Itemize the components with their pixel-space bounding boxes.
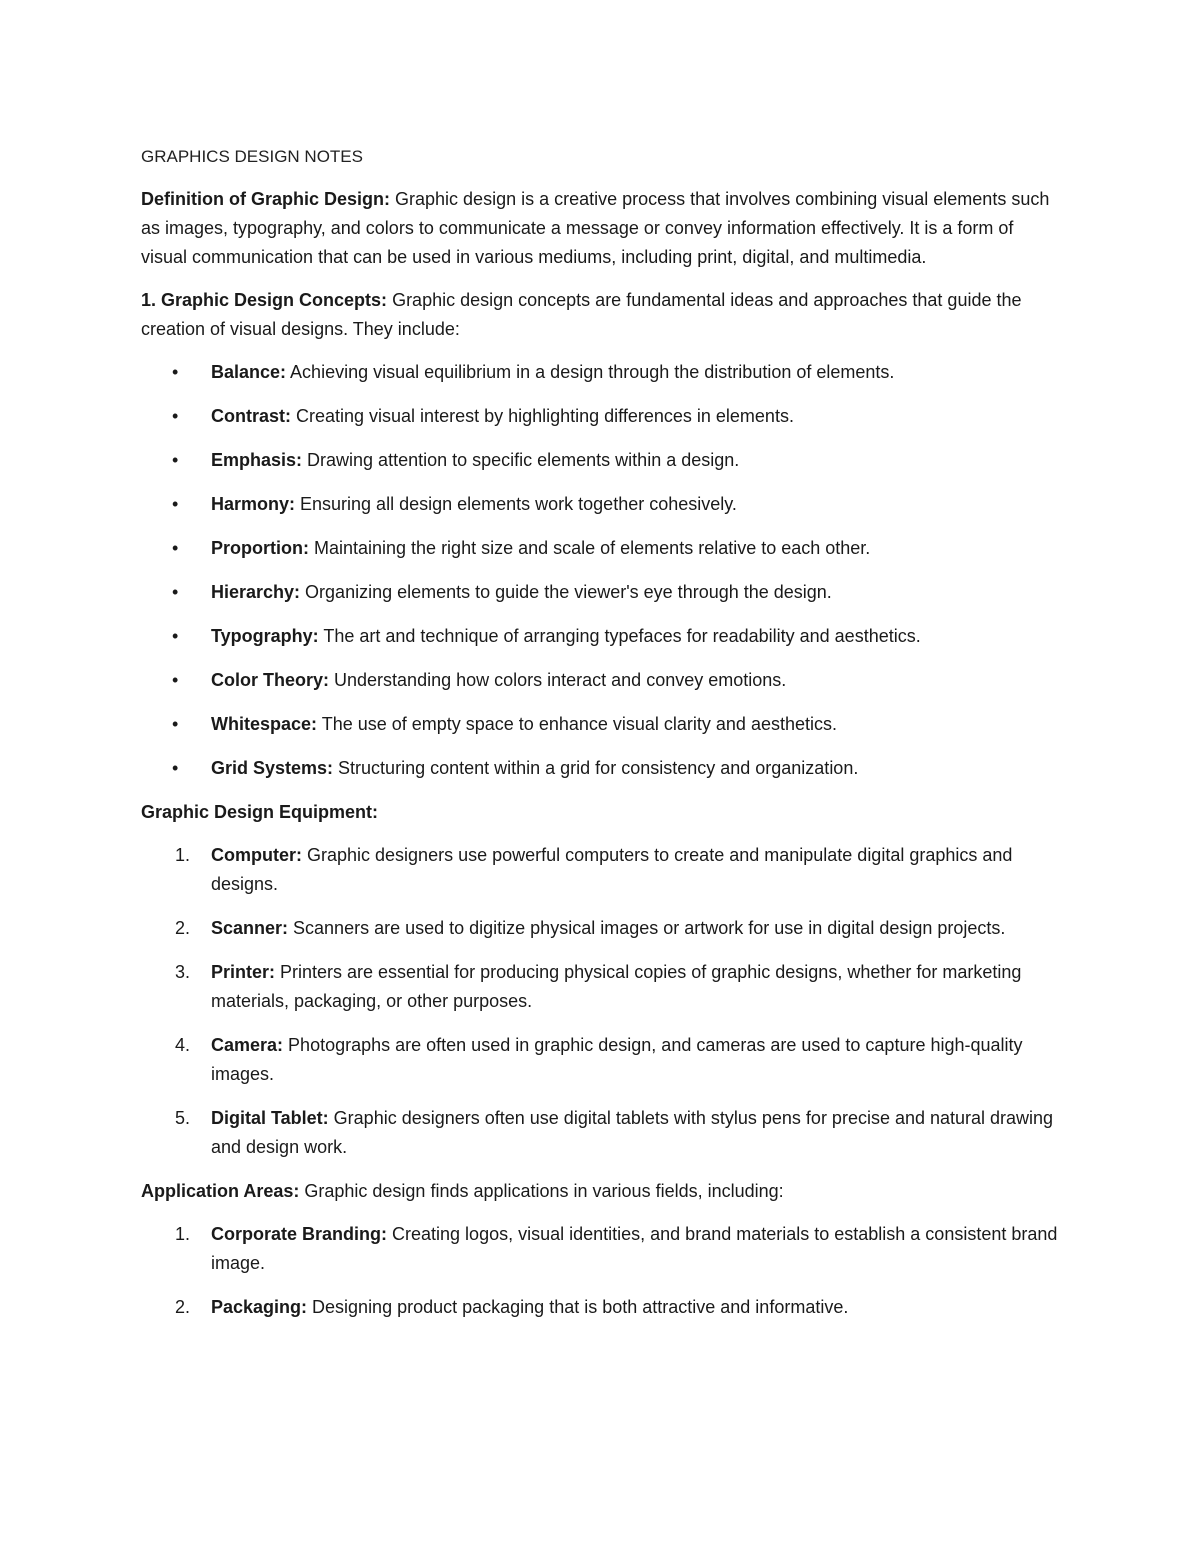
bullet-icon: • <box>172 538 179 558</box>
list-item-number: 1. <box>175 1224 191 1244</box>
list-item-text: The use of empty space to enhance visual clarity and aesthetics. <box>317 714 837 734</box>
list-item-text: Understanding how colors interact and convey emotions. <box>329 670 787 690</box>
list-item <box>141 490 1061 519</box>
list-item-term: Typography: <box>211 626 319 646</box>
list-item <box>141 710 1061 739</box>
concepts-list <box>141 358 1061 783</box>
applications-term: Application Areas: <box>141 1181 300 1201</box>
list-item <box>141 914 1061 943</box>
list-item <box>141 402 1061 431</box>
list-item-text: Graphic designers use powerful computers to create and manipulate digital graphics and designs. <box>211 845 1013 894</box>
list-item <box>141 1220 1061 1278</box>
list-item <box>141 1293 1061 1322</box>
equipment-list <box>141 841 1061 1162</box>
list-item <box>141 754 1061 783</box>
list-item-number: 1. <box>175 845 191 865</box>
list-item <box>141 578 1061 607</box>
list-item-term: Digital Tablet: <box>211 1108 329 1128</box>
bullet-icon: • <box>172 626 179 646</box>
list-item-number: 4. <box>175 1035 191 1055</box>
document-title: GRAPHICS DESIGN NOTES <box>141 147 363 166</box>
list-item <box>141 358 1061 387</box>
list-item <box>141 446 1061 475</box>
list-item-term: Harmony: <box>211 494 296 514</box>
list-item-term: Emphasis: <box>211 450 303 470</box>
list-item-term: Printer: <box>211 962 276 982</box>
list-item-text: Organizing elements to guide the viewer's eye through the design. <box>300 582 832 602</box>
list-item-term: Grid Systems: <box>211 758 334 778</box>
list-item-text: Designing product packaging that is both attractive and informative. <box>307 1297 849 1317</box>
list-item-text: Ensuring all design elements work together cohesively. <box>295 494 737 514</box>
equipment-heading: Graphic Design Equipment: <box>141 802 379 822</box>
list-item-term: Hierarchy: <box>211 582 301 602</box>
concepts-term: 1. Graphic Design Concepts: <box>141 290 388 310</box>
list-item-text: Structuring content within a grid for consistency and organization. <box>333 758 859 778</box>
list-item <box>141 622 1061 651</box>
list-item <box>141 1104 1061 1162</box>
list-item-number: 5. <box>175 1108 191 1128</box>
definition-term: Definition of Graphic Design: <box>141 189 391 209</box>
list-item-term: Balance: <box>211 362 287 382</box>
list-item-text: Creating visual interest by highlighting differences in elements. <box>291 406 794 426</box>
bullet-icon: • <box>172 362 179 382</box>
list-item-term: Color Theory: <box>211 670 330 690</box>
bullet-icon: • <box>172 494 179 514</box>
bullet-icon: • <box>172 582 179 602</box>
applications-list <box>141 1220 1061 1322</box>
bullet-icon: • <box>172 406 179 426</box>
bullet-icon: • <box>172 670 179 690</box>
list-item-term: Corporate Branding: <box>211 1224 388 1244</box>
list-item-text: Printers are essential for producing physical copies of graphic designs, whether for marketing materials, packaging, or other purposes. <box>211 962 1022 1011</box>
list-item-text: Drawing attention to specific elements within a design. <box>302 450 740 470</box>
document-page <box>141 142 1061 1337</box>
list-item-text: The art and technique of arranging typefaces for readability and aesthetics. <box>318 626 921 646</box>
bullet-icon: • <box>172 714 179 734</box>
list-item-number: 2. <box>175 918 191 938</box>
bullet-icon: • <box>172 450 179 470</box>
list-item-term: Proportion: <box>211 538 309 558</box>
applications-text: Graphic design finds applications in various fields, including: <box>299 1181 784 1201</box>
list-item <box>141 841 1061 899</box>
list-item-term: Packaging: <box>211 1297 308 1317</box>
list-item-number: 3. <box>175 962 191 982</box>
list-item-term: Computer: <box>211 845 302 865</box>
list-item-text: Maintaining the right size and scale of elements relative to each other. <box>308 538 871 558</box>
applications-intro-paragraph <box>141 1177 1061 1206</box>
list-item-number: 2. <box>175 1297 191 1317</box>
list-item-term: Camera: <box>211 1035 284 1055</box>
definition-text: Graphic design is a creative process that involves combining visual elements such as images, typography, and colors to communicate a message or convey information effectively. It is a form of visual communication that can be used in various mediums, including print, digital, and multimedia. <box>141 189 1050 267</box>
list-item <box>141 958 1061 1016</box>
list-item-text: Achieving visual equilibrium in a design through the distribution of elements. <box>286 362 895 382</box>
list-item-text: Graphic designers often use digital tablets with stylus pens for precise and natural drawing and design work. <box>211 1108 1054 1157</box>
definition-paragraph <box>141 185 1061 272</box>
list-item-term: Whitespace: <box>211 714 318 734</box>
list-item <box>141 534 1061 563</box>
list-item-text: Scanners are used to digitize physical images or artwork for use in digital design projects. <box>288 918 1006 938</box>
bullet-icon: • <box>172 758 179 778</box>
list-item-term: Contrast: <box>211 406 291 426</box>
list-item <box>141 666 1061 695</box>
list-item-text: Photographs are often used in graphic design, and cameras are used to capture high-quality images. <box>211 1035 1023 1084</box>
concepts-text: Graphic design concepts are fundamental ideas and approaches that guide the creation of visual designs. They include: <box>141 290 1022 339</box>
concepts-intro-paragraph <box>141 286 1061 344</box>
list-item-term: Scanner: <box>211 918 289 938</box>
list-item <box>141 1031 1061 1089</box>
list-item-text: Creating logos, visual identities, and brand materials to establish a consistent brand image. <box>211 1224 1058 1273</box>
